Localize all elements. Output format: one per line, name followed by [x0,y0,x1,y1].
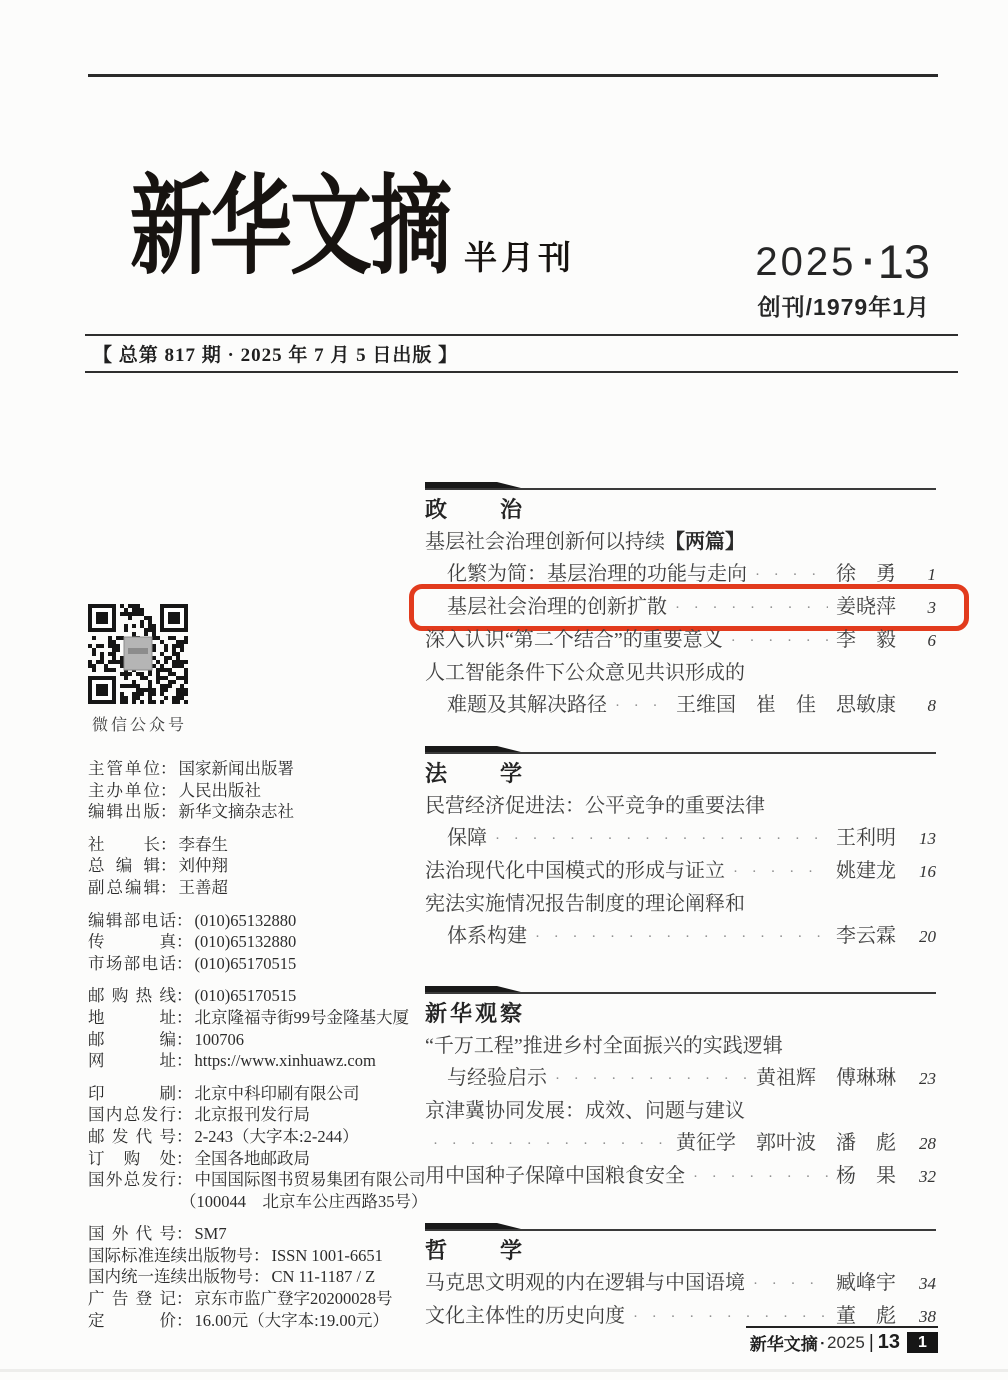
footer-bullet-icon: ▪ [820,1337,824,1348]
divider-line [425,1229,936,1231]
article-title: 宪法实施情况报告制度的理论阐释和 [425,893,745,915]
footer-year: 2025 [826,1332,865,1352]
divider-line [425,992,936,994]
toc-entry[interactable] [425,855,936,888]
info-line [88,834,430,856]
info-value: 京东市监广登字20200028号 [194,1289,393,1309]
article-authors: 徐 勇 [836,563,896,585]
issue-year: 2025 [755,239,857,284]
info-label: 编辑出版 [88,802,160,822]
dot-leader [675,592,828,624]
article-page: 6 [927,631,936,650]
colon: ： [253,1267,270,1287]
info-line [88,1148,430,1170]
dot-leader [615,690,668,722]
colon: ： [176,1170,193,1190]
colon: ： [160,834,177,854]
toc-section-law [425,746,936,953]
dot-leader [733,856,828,888]
info-value: (010)65170515 [194,953,297,973]
info-line [88,1050,430,1072]
info-line [88,1266,430,1288]
publisher-group [88,1083,430,1213]
section-title: 法 学 [425,761,526,786]
info-line [88,801,430,823]
article-title: 保障 [447,827,487,849]
article-authors: 姚建龙 [836,860,896,882]
info-line [88,953,430,975]
info-label: 主办单位 [88,780,160,800]
info-label: 市场部电话 [88,953,176,973]
article-authors: 王维国 崔 佳 思敏康 [676,694,896,716]
toc-entry[interactable] [425,822,936,855]
article-title: 深入认识“第二个结合”的重要意义 [425,629,723,651]
toc-section-xinhua-observation [425,986,936,1193]
section-title: 新华观察 [425,1001,526,1026]
dot-leader [693,1161,828,1193]
colon: ： [176,932,193,952]
page-bottom-edge [0,1369,1008,1372]
info-line-continuation [88,1191,430,1213]
edition-bar [85,334,958,373]
info-line [88,1007,430,1029]
publisher-group [88,910,430,975]
info-line [88,1310,430,1332]
colon: ： [176,1105,193,1125]
article-page: 13 [919,829,936,848]
article-authors: 黄征学 郭叶波 潘 彪 [676,1132,896,1154]
info-label: 邮购热线 [88,986,176,1006]
colon: ： [160,802,177,822]
info-label: 国内总发行 [88,1105,176,1125]
article-title: 化繁为简：基层治理的功能与走向 [447,563,747,585]
toc-entry[interactable] [425,1160,936,1193]
toc-entry[interactable] [425,790,936,822]
article-authors: 姜晓萍 [836,596,896,618]
info-line [88,1029,430,1051]
dot-leader [433,1128,668,1160]
info-value: ISSN 1001-6651 [271,1245,383,1265]
page-footer [746,1326,938,1355]
info-label: 总编辑 [88,856,160,876]
founded-line: 创刊/1979年1月 [757,294,930,320]
dot-leader [495,823,828,855]
article-authors: 杨 果 [836,1165,896,1187]
article-title: “千万工程”推进乡村全面振兴的实践逻辑 [425,1035,783,1057]
info-value: 16.00元（大字本:19.00元） [194,1310,389,1330]
colon: ： [160,856,177,876]
colon: ： [176,1224,193,1244]
toc-entry[interactable] [425,1030,936,1062]
info-line [88,1169,430,1191]
section-divider [425,1223,936,1231]
article-authors: 黄祖辉 傅琳琳 [756,1067,896,1089]
article-page: 28 [919,1134,936,1153]
info-label: 国外总发行 [88,1170,176,1190]
colon: ： [176,1126,193,1146]
info-value: 人民出版社 [178,780,261,800]
article-title: 与经验启示 [447,1067,547,1089]
toc-entry[interactable] [425,526,936,558]
toc-entry[interactable] [425,689,936,722]
article-title: 民营经济促进法：公平竞争的重要法律 [425,795,765,817]
edition-text: 【 总第 817 期 · 2025 年 7 月 5 日出版 】 [93,345,459,366]
article-title-suffix: 【两篇】 [665,531,745,553]
info-line [88,855,430,877]
footer-brand: 新华文摘 [749,1335,818,1354]
footer-separator: | [868,1331,874,1353]
info-label: 地址 [88,1007,176,1027]
toc-entry[interactable] [425,657,936,689]
info-value: 100706 [194,1029,244,1049]
article-title: 京津冀协同发展：成效、问题与建议 [425,1100,745,1122]
colon: ： [176,910,193,930]
article-title: 基层社会治理创新何以持续 [425,531,665,553]
info-value: CN 11-1187 / Z [271,1267,376,1287]
info-label: 定价 [88,1310,176,1330]
info-label: 国外代号 [88,1224,176,1244]
article-page: 1 [927,565,936,584]
publisher-group [88,758,430,823]
info-value: 国家新闻出版署 [178,759,294,778]
article-title: 文化主体性的历史向度 [425,1305,625,1327]
article-page: 38 [919,1307,936,1326]
info-value: 李春生 [178,834,228,854]
section-divider [425,482,936,490]
info-line [88,931,430,953]
divider-line [425,752,936,754]
toc-entry[interactable] [425,1127,936,1160]
colon: ： [176,1007,193,1027]
article-page: 20 [919,927,936,946]
publisher-group [88,834,430,899]
colon: ： [160,780,177,800]
article-authors: 李 毅 [836,629,896,651]
info-value: (010)65132880 [194,932,297,952]
section-rows [425,790,936,953]
info-line [88,1126,430,1148]
info-label: 国际标准连续出版物号 [88,1245,253,1265]
colon: ： [176,953,193,973]
section-rows [425,1030,936,1193]
divider-line [425,488,936,490]
info-value: 北京报刊发行局 [194,1105,310,1125]
magazine-logo: 新华文摘 [130,167,451,288]
info-label: 传真 [88,932,176,952]
colon: ： [253,1245,270,1265]
article-authors: 董 彪 [836,1305,896,1327]
section-divider [425,746,936,754]
info-label: 国内统一连续出版物号 [88,1267,253,1287]
qr-label: 微信公众号 [92,717,188,734]
colon: ： [160,877,177,897]
toc-entry[interactable] [425,624,936,657]
info-label: 副总编辑 [88,877,160,897]
toc-entry[interactable] [425,920,936,953]
page-number-badge: 1 [907,1332,938,1353]
article-title: 体系构建 [447,925,527,947]
info-label: 主管单位 [88,759,160,778]
toc-entry[interactable] [425,558,936,591]
colon: ： [176,1310,193,1330]
info-value: 全国各地邮政局 [194,1148,310,1168]
article-page: 32 [919,1167,936,1186]
dot-leader [731,625,828,657]
info-value: SM7 [194,1224,227,1244]
info-line [88,1288,430,1310]
article-authors: 臧峰宇 [836,1272,896,1294]
info-value: 新华文摘杂志社 [178,802,294,822]
article-title: 用中国种子保障中国粮食安全 [425,1165,685,1187]
info-value: 北京隆福寺街99号金隆基大厦 [194,1007,409,1027]
info-label: 社长 [88,834,160,854]
info-value: （100044 北京车公庄西路35号） [180,1191,428,1211]
article-authors: 李云霖 [836,925,896,947]
article-page: 34 [919,1274,936,1293]
colon: ： [176,986,193,1006]
info-line [88,1083,430,1105]
section-divider [425,986,936,994]
issue-number-line [755,235,930,288]
info-value: 北京中科印刷有限公司 [194,1083,360,1103]
info-line [88,780,430,802]
info-line [88,910,430,932]
issue-dot: · [862,239,876,284]
info-line [88,877,430,899]
info-value: https://www.xinhuawz.com [194,1051,376,1071]
article-authors: 王利明 [836,827,896,849]
colon: ： [160,759,177,778]
info-label: 邮发代号 [88,1126,176,1146]
section-title: 政 治 [425,497,526,522]
article-title: 基层社会治理的创新扩散 [447,596,667,618]
toc-entry[interactable] [425,888,936,920]
info-value: (010)65132880 [194,910,297,930]
info-label: 订购处 [88,1148,176,1168]
colon: ： [176,1029,193,1049]
colon: ： [176,1083,193,1103]
article-title: 法治现代化中国模式的形成与证立 [425,860,725,882]
table-of-contents [425,482,936,1333]
article-title: 马克思文明观的内在逻辑与中国语境 [425,1272,745,1294]
toc-entry[interactable] [425,1062,936,1095]
colon: ： [176,1051,193,1071]
dot-leader [755,559,828,591]
info-line [88,1223,430,1245]
toc-entry[interactable] [425,1267,936,1300]
footer-issue: 13 [877,1331,900,1353]
issue-block [755,235,930,322]
article-page: 16 [919,862,936,881]
article-page: 3 [927,598,936,617]
toc-entry[interactable] [425,1095,936,1127]
info-value: (010)65170515 [194,986,297,1006]
info-label: 印刷 [88,1083,176,1103]
colon: ： [176,1148,193,1168]
toc-section-philosophy [425,1223,936,1333]
info-label: 邮编 [88,1029,176,1049]
info-line [88,985,430,1007]
magazine-subtitle: 半月刊 [464,239,576,276]
dot-leader [535,921,828,953]
toc-section-politics [425,482,936,722]
info-line [88,758,430,780]
info-label: 编辑部电话 [88,910,176,930]
article-title: 难题及其解决路径 [447,694,607,716]
qr-code [88,604,188,704]
section-rows [425,1267,936,1333]
issue-number: 13 [877,235,930,288]
info-value: 中国国际图书贸易集团有限公司 [194,1170,426,1190]
publisher-info [88,758,430,1342]
info-value: 刘仲翔 [178,856,228,876]
info-line [88,1104,430,1126]
top-rule [88,74,938,77]
publisher-group [88,985,430,1071]
info-line [88,1245,430,1267]
info-value: 2-243（大字本:2-244） [194,1126,359,1146]
dot-leader [555,1063,748,1095]
colon: ： [176,1289,193,1309]
article-page: 23 [919,1069,936,1088]
article-title: 人工智能条件下公众意见共识形成的 [425,662,745,684]
dot-leader [753,1268,828,1300]
toc-entry-highlighted[interactable] [425,591,936,624]
section-rows [425,526,936,722]
info-label: 广告登记 [88,1289,176,1309]
publisher-group [88,1223,430,1331]
masthead [130,167,576,288]
info-label: 网址 [88,1051,176,1071]
article-page: 8 [927,696,936,715]
info-value: 王善超 [178,877,228,897]
section-title: 哲 学 [425,1238,526,1263]
